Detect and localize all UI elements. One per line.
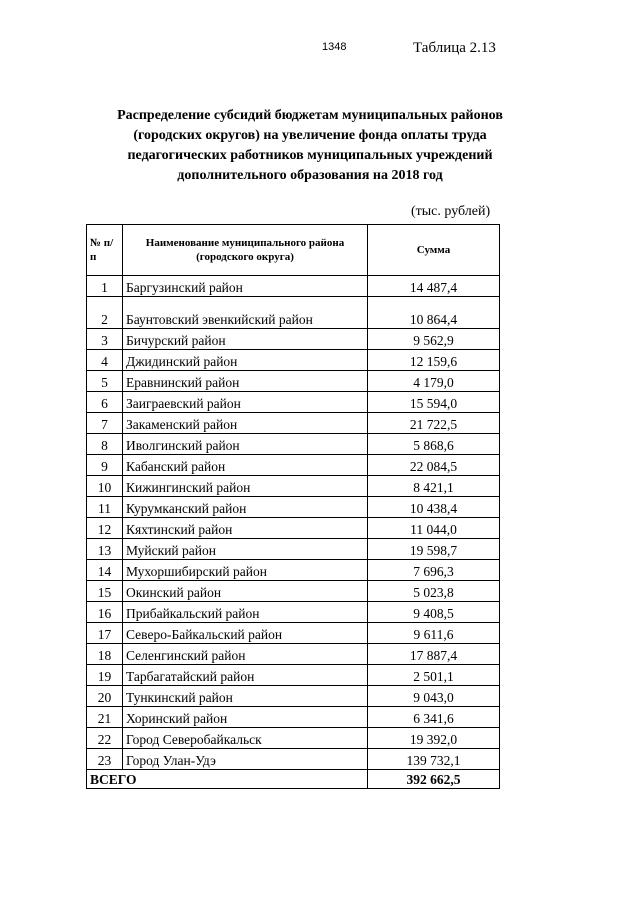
row-number: 9 xyxy=(87,455,123,476)
row-district-name: Закаменский район xyxy=(123,413,368,434)
row-sum: 21 722,5 xyxy=(368,413,500,434)
row-number: 14 xyxy=(87,560,123,581)
row-district-name: Иволгинский район xyxy=(123,434,368,455)
total-label: ВСЕГО xyxy=(87,770,368,789)
row-district-name: Город Северобайкальск xyxy=(123,728,368,749)
table-row xyxy=(87,539,500,560)
units-note: (тыс. рублей) xyxy=(411,204,491,219)
table-row xyxy=(87,518,500,539)
row-sum: 9 562,9 xyxy=(368,329,500,350)
row-sum: 5 868,6 xyxy=(368,434,500,455)
row-number: 5 xyxy=(87,371,123,392)
row-sum: 4 179,0 xyxy=(368,371,500,392)
total-sum: 392 662,5 xyxy=(368,770,500,789)
row-sum: 5 023,8 xyxy=(368,581,500,602)
row-number: 4 xyxy=(87,350,123,371)
row-district-name: Кабанский район xyxy=(123,455,368,476)
row-number: 10 xyxy=(87,476,123,497)
row-number: 13 xyxy=(87,539,123,560)
row-sum: 9 611,6 xyxy=(368,623,500,644)
header-sum: Сумма xyxy=(368,225,500,276)
row-district-name: Кяхтинский район xyxy=(123,518,368,539)
row-district-name: Джидинский район xyxy=(123,350,368,371)
row-sum: 15 594,0 xyxy=(368,392,500,413)
row-number: 1 xyxy=(87,276,123,297)
row-number: 16 xyxy=(87,602,123,623)
document-title: Распределение субсидий бюджетам муниципальных районов (городских округов) на увеличение фонда оплаты труда педагогических работников муниципальных учреждений дополнительного образования на 2018 год xyxy=(117,108,503,183)
table-row xyxy=(87,644,500,665)
table-row xyxy=(87,686,500,707)
table-row xyxy=(87,455,500,476)
row-district-name: Курумканский район xyxy=(123,497,368,518)
row-district-name: Хоринский район xyxy=(123,707,368,728)
row-district-name: Город Улан-Удэ xyxy=(123,749,368,770)
table-row xyxy=(87,560,500,581)
row-number: 3 xyxy=(87,329,123,350)
row-sum: 10 864,4 xyxy=(368,297,500,329)
row-number: 8 xyxy=(87,434,123,455)
table-row xyxy=(87,434,500,455)
row-district-name: Селенгинский район xyxy=(123,644,368,665)
row-sum: 11 044,0 xyxy=(368,518,500,539)
row-district-name: Бичурский район xyxy=(123,329,368,350)
table-row xyxy=(87,297,500,329)
table-row xyxy=(87,749,500,770)
row-sum: 22 084,5 xyxy=(368,455,500,476)
table-row xyxy=(87,623,500,644)
row-district-name: Тункинский район xyxy=(123,686,368,707)
row-number: 20 xyxy=(87,686,123,707)
row-district-name: Прибайкальский район xyxy=(123,602,368,623)
header-number: № п/п xyxy=(87,225,123,276)
row-number: 11 xyxy=(87,497,123,518)
table-row xyxy=(87,581,500,602)
row-sum: 9 408,5 xyxy=(368,602,500,623)
row-number: 18 xyxy=(87,644,123,665)
row-sum: 139 732,1 xyxy=(368,749,500,770)
row-number: 15 xyxy=(87,581,123,602)
row-sum: 17 887,4 xyxy=(368,644,500,665)
row-number: 22 xyxy=(87,728,123,749)
table-row xyxy=(87,602,500,623)
row-number: 21 xyxy=(87,707,123,728)
table-row xyxy=(87,497,500,518)
row-sum: 10 438,4 xyxy=(368,497,500,518)
row-sum: 19 598,7 xyxy=(368,539,500,560)
row-number: 2 xyxy=(87,297,123,329)
table-row xyxy=(87,476,500,497)
row-district-name: Кижингинский район xyxy=(123,476,368,497)
table-label: Таблица 2.13 xyxy=(413,40,496,56)
row-sum: 7 696,3 xyxy=(368,560,500,581)
row-number: 19 xyxy=(87,665,123,686)
row-sum: 9 043,0 xyxy=(368,686,500,707)
total-row xyxy=(87,770,500,789)
table-row xyxy=(87,413,500,434)
row-district-name: Муйский район xyxy=(123,539,368,560)
row-number: 7 xyxy=(87,413,123,434)
row-number: 17 xyxy=(87,623,123,644)
page-number: 1348 xyxy=(322,41,347,53)
row-sum: 6 341,6 xyxy=(368,707,500,728)
row-sum: 12 159,6 xyxy=(368,350,500,371)
table-row xyxy=(87,276,500,297)
row-district-name: Северо-Байкальский район xyxy=(123,623,368,644)
row-sum: 14 487,4 xyxy=(368,276,500,297)
row-sum: 8 421,1 xyxy=(368,476,500,497)
table-header-row xyxy=(87,225,500,276)
row-district-name: Баргузинский район xyxy=(123,276,368,297)
row-district-name: Баунтовский эвенкийский район xyxy=(123,297,368,329)
row-number: 6 xyxy=(87,392,123,413)
row-district-name: Еравнинский район xyxy=(123,371,368,392)
subsidy-table xyxy=(86,224,500,789)
table-row xyxy=(87,707,500,728)
table-row xyxy=(87,665,500,686)
row-number: 23 xyxy=(87,749,123,770)
header-district-name: Наименование муниципального района (городского округа) xyxy=(123,225,368,276)
row-district-name: Тарбагатайский район xyxy=(123,665,368,686)
table-row xyxy=(87,350,500,371)
row-sum: 19 392,0 xyxy=(368,728,500,749)
table-row xyxy=(87,371,500,392)
table-row xyxy=(87,728,500,749)
row-district-name: Мухоршибирский район xyxy=(123,560,368,581)
table-row xyxy=(87,329,500,350)
row-district-name: Заиграевский район xyxy=(123,392,368,413)
row-district-name: Окинский район xyxy=(123,581,368,602)
row-number: 12 xyxy=(87,518,123,539)
row-sum: 2 501,1 xyxy=(368,665,500,686)
table-row xyxy=(87,392,500,413)
